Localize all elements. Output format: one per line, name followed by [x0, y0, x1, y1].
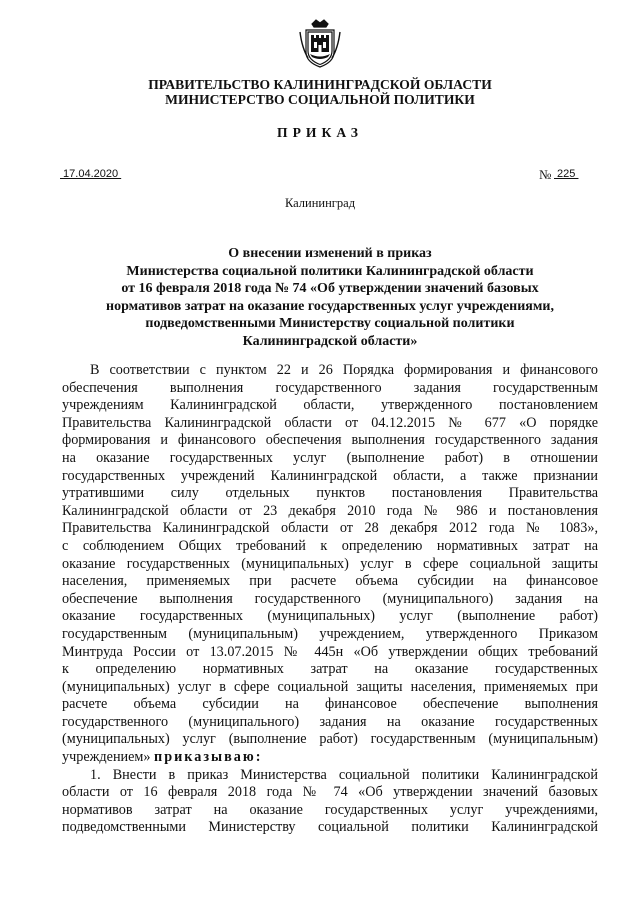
- order-number: 225: [554, 168, 579, 180]
- city-name: Калининград: [284, 196, 356, 210]
- body-line: формирования и финансового обеспечения выполнения государственного задания: [62, 432, 598, 449]
- body-line: к определению нормативных затрат на оказание государственных: [62, 661, 598, 678]
- title-line: подведомственными Министерству социальной политики: [145, 316, 515, 331]
- body-line: обеспечения выполнения государственного задания государственным: [62, 379, 598, 396]
- item-1-line: подведомственными Министерству социальной политики Калининградской: [62, 819, 598, 836]
- body-line: с соблюдением Общих требований к определению нормативных затрат на: [62, 537, 598, 554]
- body-line: (муниципальных) услуг (выполнение работ) государственным (муниципальным): [62, 731, 598, 748]
- title-line: от 16 февраля 2018 года № 74 «Об утверждении значений базовых: [121, 281, 539, 296]
- body-line: (муниципальных) услуг в сфере социальной защиты населения, применяемых при: [62, 678, 598, 695]
- body-line: государственного (муниципального) задания на оказание государственных: [62, 713, 598, 730]
- body-line: Минтруда России от 13.07.2015 № 445н «Об утверждении общих требований: [62, 643, 598, 660]
- item-1-line: области от 16 февраля 2018 года № 74 «Об утверждении значений базовых: [62, 784, 598, 801]
- organization-name: ПРАВИТЕЛЬСТВО КАЛИНИНГРАДСКОЙ ОБЛАСТИ: [148, 77, 492, 92]
- order-number-label: №: [539, 167, 552, 182]
- order-date: 17.04.2020: [60, 168, 122, 180]
- document-body: [62, 362, 598, 837]
- body-line: Правительства Калининградской области от 28 декабря 2012 года № 1083»,: [62, 520, 598, 537]
- order-command-line: [62, 749, 598, 767]
- body-line: на оказание государственных услуг (выполнение работ) в отношении: [62, 449, 598, 466]
- item-1-line: нормативов затрат на оказание государственных услуг учреждениями,: [62, 801, 598, 818]
- body-line: государственным (муниципальным) учреждением, утвержденного Приказом: [62, 625, 598, 642]
- body-line: оказание государственных (муниципальных) услуг в сфере социальной защиты: [62, 555, 598, 572]
- item-1-line: 1. Внести в приказ Министерства социальной политики Калининградской: [90, 766, 598, 783]
- body-line: населения, применяемых при расчете объема субсидии на финансовое: [62, 573, 598, 590]
- body-line: Правительства Калининградской области от 04.12.2015 № 677 «О порядке: [62, 414, 598, 431]
- body-line: утратившими силу отдельных пунктов постановления Правительства: [62, 485, 598, 502]
- body-line: государственных учреждений Калининградской области, а также признании: [62, 467, 598, 484]
- body-line: обеспечение выполнения государственного (муниципального) задания на: [62, 590, 598, 607]
- ministry-name: МИНИСТЕРСТВО СОЦИАЛЬНОЙ ПОЛИТИКИ: [165, 92, 475, 107]
- body-line: учреждениям Калининградской области, утвержденного постановлением: [62, 397, 598, 414]
- title-line: Министерства социальной политики Калининградской области: [126, 263, 534, 279]
- body-line: оказание государственных (муниципальных) услуг (выполнение работ): [62, 608, 598, 625]
- order-command-prefix: учреждением»: [62, 749, 155, 766]
- order-command: приказываю:: [154, 749, 263, 766]
- title-line: Калининградской области»: [242, 333, 418, 349]
- document-type-heading: ПРИКАЗ: [277, 125, 363, 140]
- title-line: нормативов затрат на оказание государственных услуг учреждениями,: [106, 298, 554, 314]
- body-line: Калининградской области от 23 декабря 2010 года № 986 и постановления: [62, 502, 598, 519]
- body-line: В соответствии с пунктом 22 и 26 Порядка формирования и финансового: [90, 362, 598, 378]
- body-line: расчете объема субсидии на финансовое обеспечение выполнения: [62, 696, 598, 713]
- title-line: О внесении изменений в приказ: [228, 246, 432, 261]
- coat-of-arms-emblem: [298, 18, 342, 70]
